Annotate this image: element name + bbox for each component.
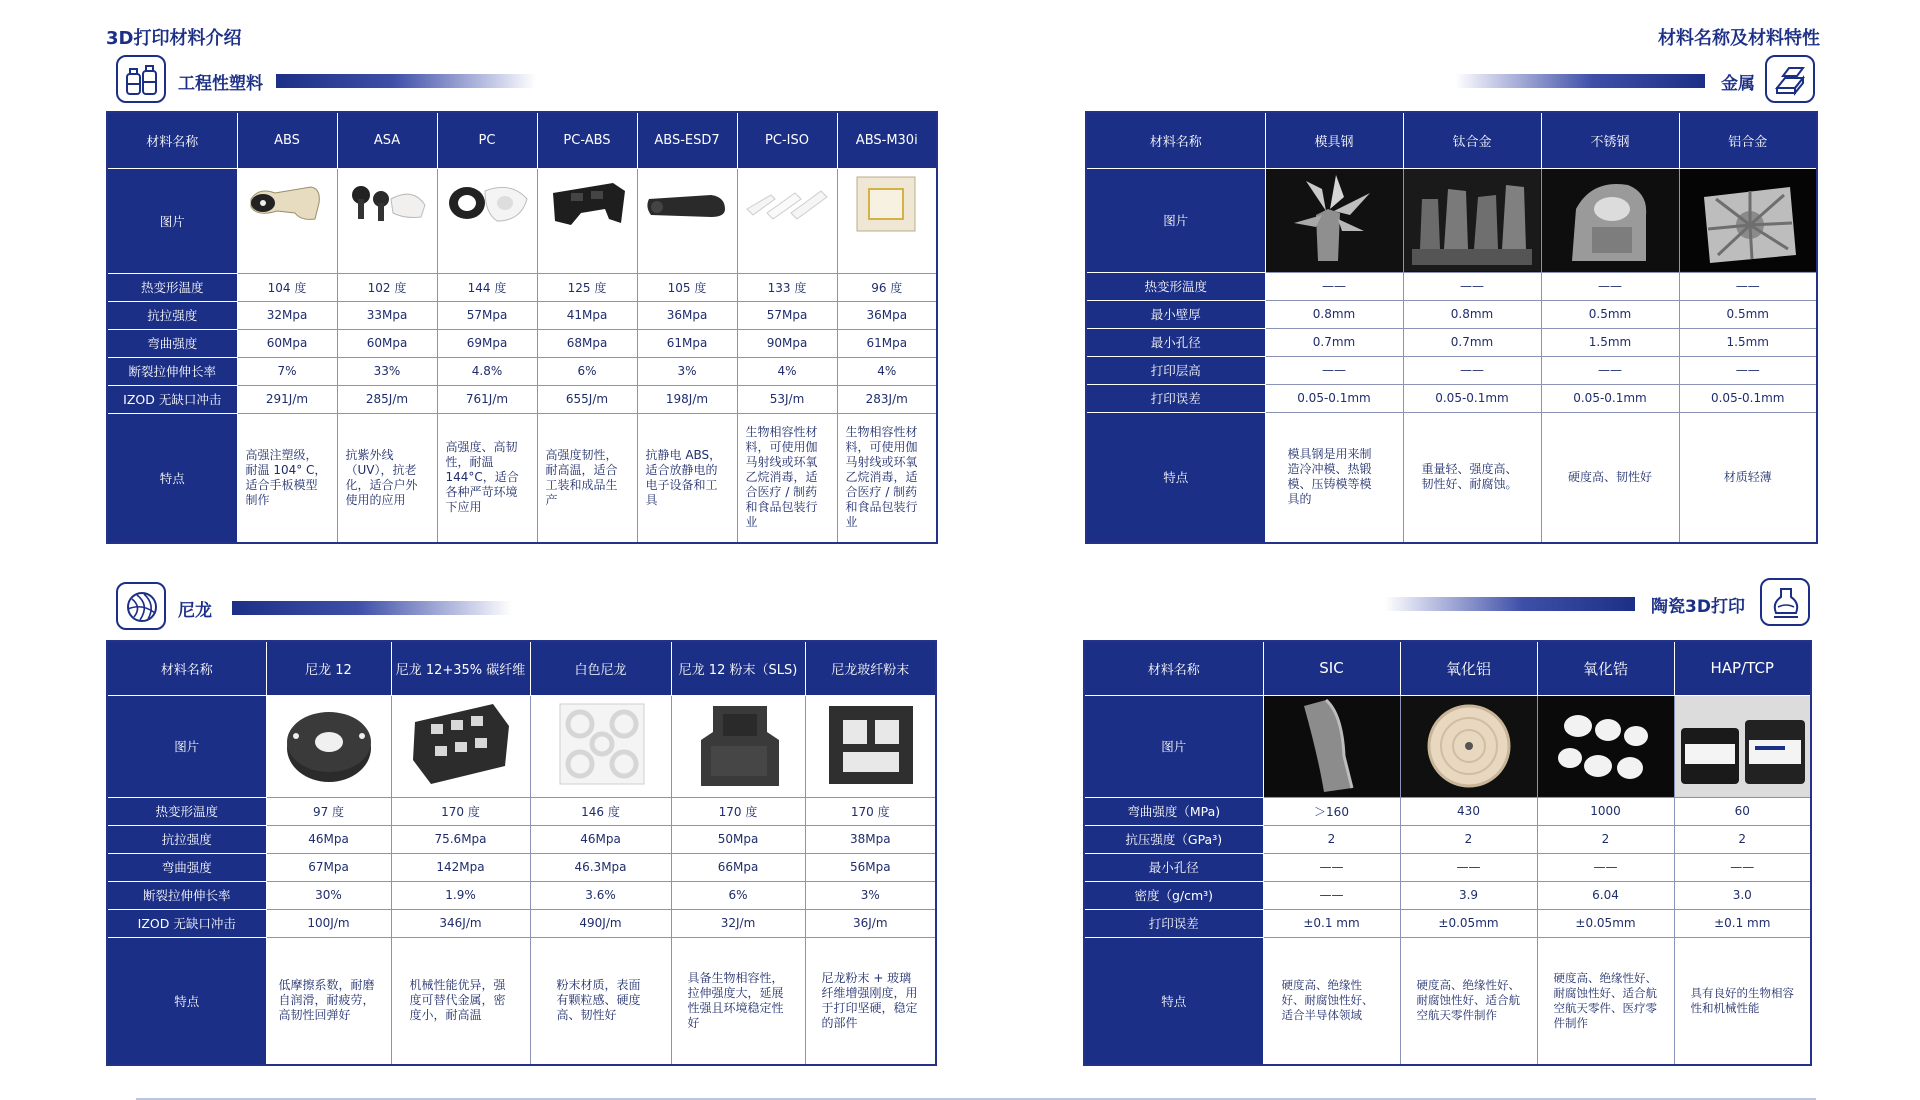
table-row: [1086, 384, 1817, 412]
table-cell: 46.3Mpa: [530, 853, 671, 881]
table-cell: 96 度: [837, 273, 937, 301]
feature-cell: 抗静电 ABS，适合放静电的电子设备和工具: [637, 413, 737, 543]
table-cell: 2: [1674, 825, 1811, 853]
table-cell: 3%: [805, 881, 936, 909]
column-header: 氧化铝: [1400, 641, 1537, 695]
feature-cell: 材质轻薄: [1679, 412, 1817, 543]
table-row: [107, 797, 936, 825]
material-image: [671, 695, 805, 797]
row-label: 断裂拉伸伸长率: [107, 881, 266, 909]
section-title: 金属: [1721, 74, 1755, 94]
column-header: 白色尼龙: [530, 641, 671, 695]
row-label: 弯曲强度（MPa): [1084, 797, 1263, 825]
table-row: [107, 853, 936, 881]
table-row: [1084, 825, 1811, 853]
feature-cell: 抗紫外线（UV），抗老化，适合户外使用的应用: [337, 413, 437, 543]
table-cell: ——: [1541, 272, 1679, 300]
table-cell: 104 度: [237, 273, 337, 301]
table-cell: 57Mpa: [737, 301, 837, 329]
table-cell: 2: [1263, 825, 1400, 853]
table-cell: ——: [1679, 356, 1817, 384]
table-cell: 0.5mm: [1541, 300, 1679, 328]
column-header: PC: [437, 112, 537, 168]
material-image: [837, 168, 937, 273]
material-image: [1537, 695, 1674, 797]
section-ceramic-header: [1385, 578, 1815, 628]
catalog-title: 3D打印材料介绍: [106, 28, 242, 49]
row-label: 热变形温度: [1086, 272, 1265, 300]
table-cell: 0.7mm: [1403, 328, 1541, 356]
table-cell: 105 度: [637, 273, 737, 301]
table-row: [1086, 356, 1817, 384]
table-cell: 7%: [237, 357, 337, 385]
table-cell: ＞160: [1263, 797, 1400, 825]
table-cell: 0.8mm: [1265, 300, 1403, 328]
table-row: [1086, 328, 1817, 356]
row-label: 断裂拉伸伸长率: [107, 357, 237, 385]
table-cell: 133 度: [737, 273, 837, 301]
material-image: [266, 695, 391, 797]
column-header: 氧化锆: [1537, 641, 1674, 695]
column-header: 不锈钢: [1541, 112, 1679, 168]
table-cell: 6%: [537, 357, 637, 385]
material-image: [437, 168, 537, 273]
row-label: 特点: [107, 937, 266, 1065]
table-cell: 0.5mm: [1679, 300, 1817, 328]
table-cell: 3%: [637, 357, 737, 385]
feature-cell: 硬度高、韧性好: [1541, 412, 1679, 543]
row-label: 最小壁厚: [1086, 300, 1265, 328]
table-cell: ——: [1679, 272, 1817, 300]
table-cell: 144 度: [437, 273, 537, 301]
row-label: 图片: [107, 695, 266, 797]
material-image: [1674, 695, 1811, 797]
material-image: [1403, 168, 1541, 272]
table-cell: 102 度: [337, 273, 437, 301]
feature-cell: 高强注塑级，耐温 104° C，适合手板模型制作: [237, 413, 337, 543]
plastics-spec-table: [106, 111, 938, 544]
table-cell: 170 度: [805, 797, 936, 825]
table-cell: ——: [1265, 272, 1403, 300]
column-header: 尼龙 12 粉末（SLS): [671, 641, 805, 695]
table-cell: 41Mpa: [537, 301, 637, 329]
table-cell: 90Mpa: [737, 329, 837, 357]
vase-icon: [1760, 578, 1810, 626]
column-header: PC-ABS: [537, 112, 637, 168]
table-cell: ——: [1263, 881, 1400, 909]
table-cell: 1.9%: [391, 881, 530, 909]
table-cell: 33Mpa: [337, 301, 437, 329]
table-row: [1086, 412, 1817, 543]
row-label: 最小孔径: [1084, 853, 1263, 881]
header-cell: 材料名称: [1086, 112, 1265, 168]
column-header: PC-ISO: [737, 112, 837, 168]
table-cell: 75.6Mpa: [391, 825, 530, 853]
row-label: 热变形温度: [107, 797, 266, 825]
row-label: 抗压强度（GPa³): [1084, 825, 1263, 853]
table-cell: ±0.05mm: [1537, 909, 1674, 937]
table-cell: 346J/m: [391, 909, 530, 937]
table-cell: 1000: [1537, 797, 1674, 825]
table-cell: 46Mpa: [530, 825, 671, 853]
row-label: 打印误差: [1086, 384, 1265, 412]
table-cell: 32Mpa: [237, 301, 337, 329]
table-row: [107, 909, 936, 937]
feature-cell: 高强度韧性，耐高温，适合工装和成品生产: [537, 413, 637, 543]
column-header: ASA: [337, 112, 437, 168]
table-header-row: [107, 641, 936, 695]
column-header: 钛合金: [1403, 112, 1541, 168]
column-header: SIC: [1263, 641, 1400, 695]
feature-cell: 低摩擦系数，耐磨自润滑，耐疲劳，高韧性回弹好: [266, 937, 391, 1065]
table-cell: 53J/m: [737, 385, 837, 413]
feature-cell: 重量轻、强度高、韧性好、耐腐蚀。: [1403, 412, 1541, 543]
table-row: [107, 357, 937, 385]
table-cell: 170 度: [391, 797, 530, 825]
section-title: 工程性塑料: [178, 74, 263, 94]
nylon-spec-table: [106, 640, 937, 1066]
table-cell: 3.0: [1674, 881, 1811, 909]
table-row: [107, 695, 936, 797]
table-cell: 46Mpa: [266, 825, 391, 853]
table-cell: 4.8%: [437, 357, 537, 385]
table-cell: 60Mpa: [237, 329, 337, 357]
table-cell: 1.5mm: [1541, 328, 1679, 356]
table-cell: 6.04: [1537, 881, 1674, 909]
table-cell: 6%: [671, 881, 805, 909]
table-row: [1084, 853, 1811, 881]
table-row: [107, 825, 936, 853]
table-cell: 32J/m: [671, 909, 805, 937]
table-cell: 61Mpa: [837, 329, 937, 357]
feature-cell: 机械性能优异，强度可替代金属，密度小，耐高温: [391, 937, 530, 1065]
table-cell: ±0.05mm: [1400, 909, 1537, 937]
metal-ingot-icon: [1765, 55, 1815, 103]
table-cell: ——: [1541, 356, 1679, 384]
table-cell: 60Mpa: [337, 329, 437, 357]
row-label: 特点: [107, 413, 237, 543]
header-cell: 材料名称: [1084, 641, 1263, 695]
material-image: [1400, 695, 1537, 797]
material-image: [237, 168, 337, 273]
table-cell: ——: [1674, 853, 1811, 881]
material-image: [637, 168, 737, 273]
table-cell: 198J/m: [637, 385, 737, 413]
row-label: 最小孔径: [1086, 328, 1265, 356]
row-label: 打印误差: [1084, 909, 1263, 937]
table-row: [107, 329, 937, 357]
row-label: IZOD 无缺口冲击: [107, 909, 266, 937]
yarn-ball-icon: [116, 582, 166, 630]
column-header: 模具钢: [1265, 112, 1403, 168]
material-image: [1265, 168, 1403, 272]
table-cell: 3.6%: [530, 881, 671, 909]
section-title: 陶瓷3D打印: [1651, 597, 1745, 617]
table-row: [107, 881, 936, 909]
section-nylon-header: [116, 582, 516, 632]
table-cell: 97 度: [266, 797, 391, 825]
material-image: [537, 168, 637, 273]
section-metal-header: [1455, 55, 1815, 105]
feature-cell: 生物相容性材料，可使用伽马射线或环氧乙烷消毒，适合医疗 / 制药和食品包装行业: [737, 413, 837, 543]
table-row: [107, 301, 937, 329]
section-divider-bar: [1455, 74, 1705, 88]
feature-cell: 硬度高、绝缘性好、耐腐蚀性好、适合航空航天零件制作: [1400, 937, 1537, 1065]
table-row: [107, 168, 937, 273]
table-header-row: [107, 112, 937, 168]
table-row: [107, 385, 937, 413]
table-cell: 100J/m: [266, 909, 391, 937]
table-row: [1084, 695, 1811, 797]
feature-cell: 具备生物相容性，拉伸强度大，延展性强且环境稳定性好: [671, 937, 805, 1065]
column-header: HAP/TCP: [1674, 641, 1811, 695]
table-cell: 66Mpa: [671, 853, 805, 881]
table-cell: 38Mpa: [805, 825, 936, 853]
table-cell: 57Mpa: [437, 301, 537, 329]
row-label: 图片: [107, 168, 237, 273]
table-cell: 30%: [266, 881, 391, 909]
row-label: 热变形温度: [107, 273, 237, 301]
feature-cell: 粉末材质，表面有颗粒感、硬度高、韧性好: [530, 937, 671, 1065]
row-label: 弯曲强度: [107, 329, 237, 357]
column-header: 尼龙 12: [266, 641, 391, 695]
table-row: [1084, 909, 1811, 937]
row-label: 抗拉强度: [107, 825, 266, 853]
material-image: [737, 168, 837, 273]
feature-cell: 硬度高、绝缘性好、耐腐蚀性好、适合半导体领域: [1263, 937, 1400, 1065]
table-cell: 0.7mm: [1265, 328, 1403, 356]
table-cell: ——: [1403, 272, 1541, 300]
column-header: 尼龙玻纤粉末: [805, 641, 936, 695]
row-label: 弯曲强度: [107, 853, 266, 881]
table-cell: 56Mpa: [805, 853, 936, 881]
table-cell: ±0.1 mm: [1263, 909, 1400, 937]
catalog-subtitle: 材料名称及材料特性: [1658, 28, 1820, 49]
table-cell: 285J/m: [337, 385, 437, 413]
table-cell: ——: [1537, 853, 1674, 881]
table-cell: 36Mpa: [637, 301, 737, 329]
table-row: [1086, 168, 1817, 272]
material-image: [337, 168, 437, 273]
table-cell: 170 度: [671, 797, 805, 825]
table-cell: 146 度: [530, 797, 671, 825]
table-cell: 0.8mm: [1403, 300, 1541, 328]
table-row: [1084, 881, 1811, 909]
table-header-row: [1086, 112, 1817, 168]
table-cell: 2: [1537, 825, 1674, 853]
ceramic-spec-table: [1083, 640, 1812, 1066]
table-row: [107, 413, 937, 543]
column-header: 铝合金: [1679, 112, 1817, 168]
section-divider-bar: [276, 74, 536, 88]
table-row: [1084, 797, 1811, 825]
section-title: 尼龙: [178, 601, 212, 621]
row-label: 打印层高: [1086, 356, 1265, 384]
table-cell: 761J/m: [437, 385, 537, 413]
feature-cell: 尼龙粉末 + 玻璃纤维增强刚度，用于打印坚硬，稳定的部件: [805, 937, 936, 1065]
table-cell: 291J/m: [237, 385, 337, 413]
table-cell: 0.05-0.1mm: [1265, 384, 1403, 412]
section-divider-bar: [1385, 597, 1635, 611]
table-cell: 4%: [737, 357, 837, 385]
row-label: 图片: [1084, 695, 1263, 797]
feature-cell: 具有良好的生物相容性和机械性能: [1674, 937, 1811, 1065]
metal-spec-table: [1085, 111, 1818, 544]
table-row: [107, 273, 937, 301]
table-cell: 142Mpa: [391, 853, 530, 881]
table-cell: ——: [1403, 356, 1541, 384]
row-label: 密度（g/cm³): [1084, 881, 1263, 909]
table-cell: ——: [1400, 853, 1537, 881]
table-cell: 0.05-0.1mm: [1679, 384, 1817, 412]
column-header: ABS: [237, 112, 337, 168]
column-header: ABS-M30i: [837, 112, 937, 168]
header-cell: 材料名称: [107, 112, 237, 168]
table-cell: 430: [1400, 797, 1537, 825]
row-label: 抗拉强度: [107, 301, 237, 329]
column-header: ABS-ESD7: [637, 112, 737, 168]
table-row: [1086, 272, 1817, 300]
table-row: [1084, 937, 1811, 1065]
table-cell: 60: [1674, 797, 1811, 825]
column-header: 尼龙 12+35% 碳纤维: [391, 641, 530, 695]
table-cell: 3.9: [1400, 881, 1537, 909]
table-cell: ±0.1 mm: [1674, 909, 1811, 937]
feature-cell: 高强度、高韧性，耐温144°C，适合各种严苛环境下应用: [437, 413, 537, 543]
table-cell: 68Mpa: [537, 329, 637, 357]
feature-cell: 模具钢是用来制造冷冲模、热锻模、压铸模等模具的: [1265, 412, 1403, 543]
bottles-icon: [116, 55, 166, 103]
material-image: [1263, 695, 1400, 797]
material-image: [805, 695, 936, 797]
header-cell: 材料名称: [107, 641, 266, 695]
table-cell: 0.05-0.1mm: [1541, 384, 1679, 412]
table-cell: 50Mpa: [671, 825, 805, 853]
table-cell: 33%: [337, 357, 437, 385]
feature-cell: 生物相容性材料，可使用伽马射线或环氧乙烷消毒，适合医疗 / 制药和食品包装行业: [837, 413, 937, 543]
table-cell: 36J/m: [805, 909, 936, 937]
table-header-row: [1084, 641, 1811, 695]
table-cell: 283J/m: [837, 385, 937, 413]
table-cell: 36Mpa: [837, 301, 937, 329]
material-image: [391, 695, 530, 797]
table-cell: 655J/m: [537, 385, 637, 413]
row-label: 图片: [1086, 168, 1265, 272]
row-label: 特点: [1086, 412, 1265, 543]
table-cell: 490J/m: [530, 909, 671, 937]
row-label: 特点: [1084, 937, 1263, 1065]
table-cell: 2: [1400, 825, 1537, 853]
material-image: [1679, 168, 1817, 272]
table-cell: 67Mpa: [266, 853, 391, 881]
material-image: [1541, 168, 1679, 272]
table-cell: ——: [1265, 356, 1403, 384]
section-divider-bar: [232, 601, 512, 615]
table-row: [1086, 300, 1817, 328]
table-cell: 4%: [837, 357, 937, 385]
table-cell: 61Mpa: [637, 329, 737, 357]
table-cell: 1.5mm: [1679, 328, 1817, 356]
section-plastics-header: [116, 55, 536, 105]
row-label: IZOD 无缺口冲击: [107, 385, 237, 413]
material-image: [530, 695, 671, 797]
table-cell: ——: [1263, 853, 1400, 881]
table-cell: 69Mpa: [437, 329, 537, 357]
table-cell: 0.05-0.1mm: [1403, 384, 1541, 412]
table-row: [107, 937, 936, 1065]
table-cell: 125 度: [537, 273, 637, 301]
feature-cell: 硬度高、绝缘性好、耐腐蚀性好、适合航空航天零件、医疗零件制作: [1537, 937, 1674, 1065]
